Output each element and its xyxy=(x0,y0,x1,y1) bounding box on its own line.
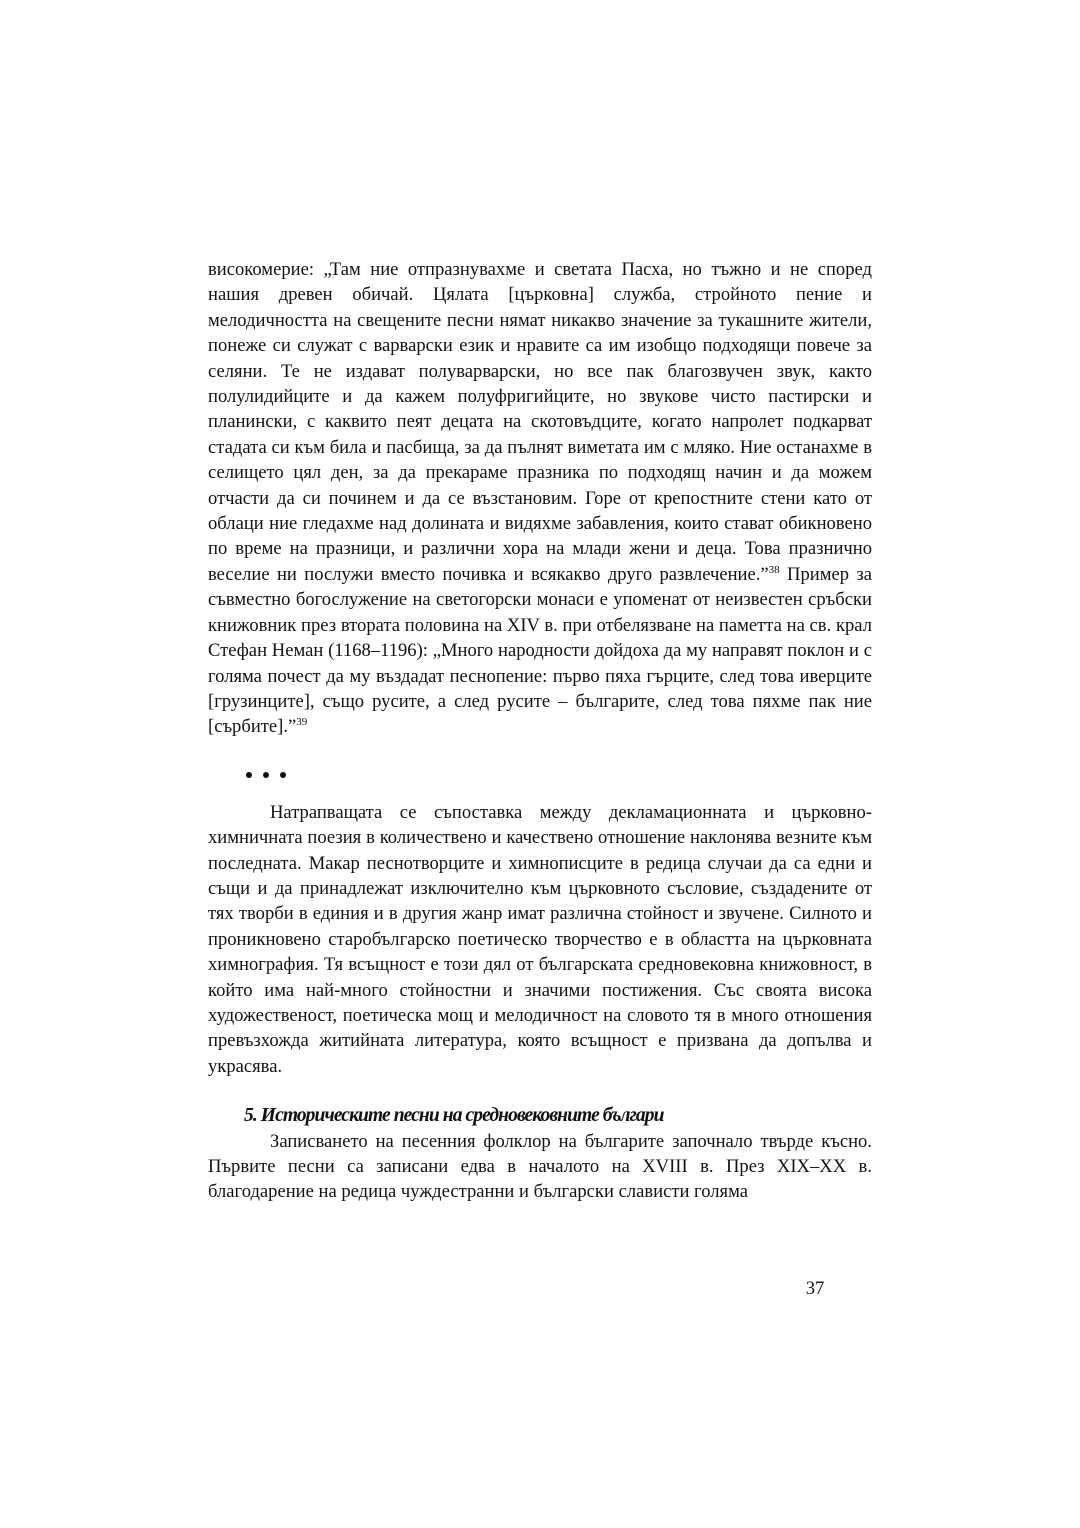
paragraph-hymnography: Натрапващата се съпоставка между декламационната и църковно-химничната поезия в количествено и качествено отношение наклонява везните към последната. Макар песнотворците и химнописците в редица случаи да са едни и същи и да принадлежат изключително към църковното съсловие, създадените от тях творби в единия и в другия жанр имат различна стойност и звучене. Силното и проникновено старобългарско поетическо творчество е в областта на църковната химнография. Тя всъщност е този дял от българската средновековна книжовност, в който има най-много стойностни и значими постижения. Със своята висока художественост, поетическа мощ и мелодичност на словото тя в много отношения превъзхожда житийната литература, която всъщност е призвана да допълва и украсява. xyxy=(208,801,872,1077)
page-number: 37 xyxy=(805,1278,825,1299)
separator-dot xyxy=(246,772,252,778)
footnote-marker[interactable]: 38 xyxy=(768,563,780,576)
paragraph-folklore: Записването на песенния фолклор на българите започнало твърде късно. Първите песни са записани едва в началото на XVIII в. През XIX–XX в. благодарение на редица чуждестранни и български слависти голяма xyxy=(208,1130,872,1203)
page-body xyxy=(208,257,872,1205)
separator-dot xyxy=(280,772,286,778)
separator-dot xyxy=(263,772,269,778)
section-heading: 5. Историческите песни на средновековните българи xyxy=(244,1105,664,1127)
section-separator xyxy=(246,764,872,786)
paragraph-text: Пример за съвместно богослужение на светогорски монаси е упоменат от неизвестен сръбски книжовник през втората половина на XIV в. при отбелязване на паметта на св. крал Стефан Неман (1168–1196): „Много народности дойдоха да му направят поклон и с голяма почест да му въздадат песнопение: първо пяха гърците, след това иверците [грузинците], също русите, а след русите – българите, след това пяхме пак ние [сърбите].” xyxy=(208,563,872,738)
paragraph-quote-passage xyxy=(208,257,872,740)
footnote-marker[interactable]: 39 xyxy=(296,716,308,729)
paragraph-text: високомерие: „Там ние отпразнувахме и светата Пасха, но тъжно и не според нашия древен обичай. Цялата [църковна] служба, стройното пение и мелодичността на свещените песни нямат никакво значение за тукашните жители, понеже си служат с варварски език и нравите са им изобщо подходящи повече за селяни. Те не издават полуварварски, но все пак благозвучен звук, както полулидийците и да кажем полуфригийците, но звукове чисто пастирски и планински, с каквито пеят децата на скотовъдците, когато напролет подкарват стадата си към била и пасбища, за да пълнят виметата им с мляко. Ние останахме в селището цял ден, за да прекараме празника по подходящ начин и да можем отчасти да си починем и да се възстановим. Горе от крепостните стени като от облаци ние гледахме над долината и видяхме забавления, които стават обикновено по време на празници, и различни хора на млади жени и деца. Това празнично веселие ни послужи вместо почивка и всякакво друго развлечение.” xyxy=(208,259,872,585)
